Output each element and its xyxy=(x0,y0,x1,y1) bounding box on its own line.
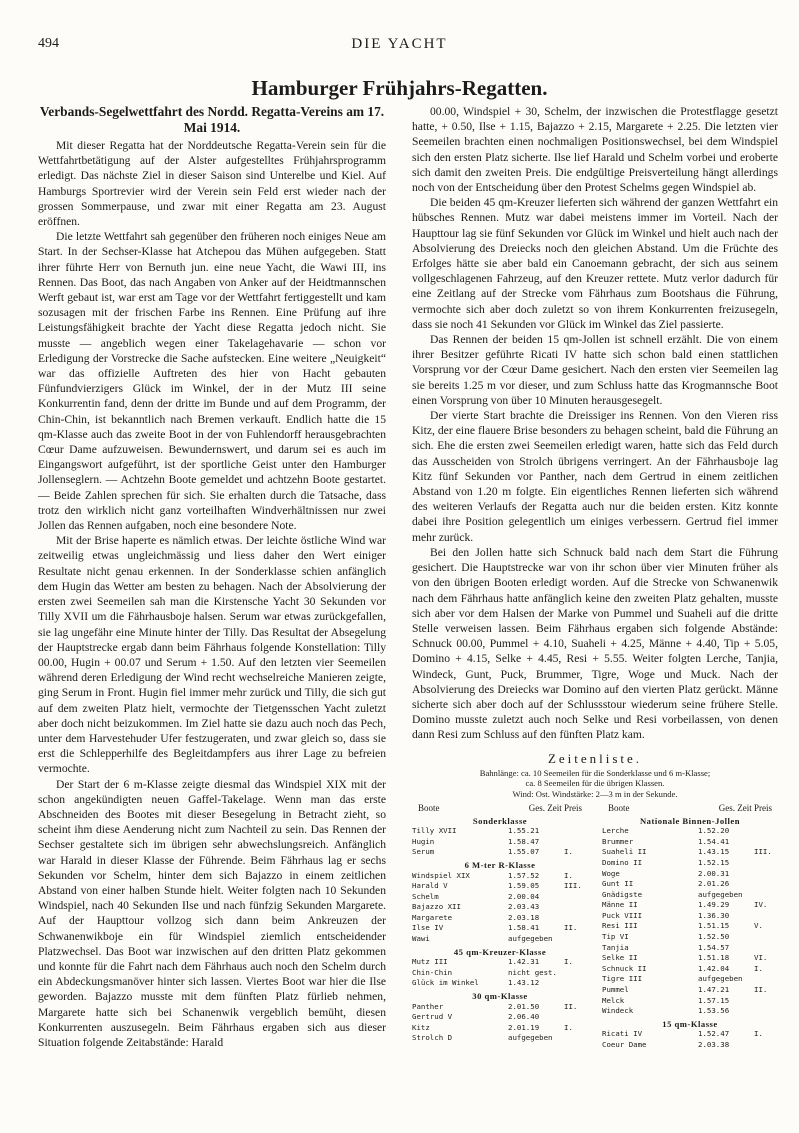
left-column xyxy=(38,104,386,1050)
result-row xyxy=(412,1002,588,1013)
result-row xyxy=(412,837,588,848)
total-time: 1.54.41 xyxy=(698,836,730,846)
class-heading: 45 qm-Kreuzer-Klasse xyxy=(453,946,547,957)
header-zeit: Ges. Zeit xyxy=(528,802,562,813)
article-title: Hamburger Frühjahrs-Regatten. xyxy=(251,76,548,100)
paragraph: Die letzte Wettfahrt sah gegenüber den früheren noch einiges Neue am Start. In der Sechser-Klasse hat Atchepou das Mühen aufgegeben. Statt ihrer führte Herr von Bernuth jun. eine neue Yacht, die Wawi III, ins Rennen. Das Boot, das nach Angaben von Anker auf der Heidtmannschen Werft gebaut ist, war erst am Tage vor der Wettfahrt fertiggestellt und kam sozusagen mit der frischen Farbe ins Rennen. Eine Prüfung auf ihre Leistungsfähigkeit brachte der Yacht diese Regatta jedoch nicht. Sie musste — angeblich wegen einer Takelagehavarie — schon vor Erledigung der Vorstrecke die Sache aufstecken. Eine weitere „Neuigkeit“ war das offizielle Auftreten des hier von Hacht gebauten Fünfundvierzigers Glück im Winkel, der in der Mutz III seine Konkurrentin fand, denn der dritte im Bunde und auf dem Programm, der Chin-Chin, ist bekanntlich nach Bremen verkauft. Endlich hatte die 15 qm-Klasse auch das zweite Boot in der von Fuhlendorff herausgebrachten Cœur Dame aufzuweisen. Bewundernswert, und darum sei es auch im Eingangswort aufgeführt, ist der sportliche Geist unter den Hamburger Jollenseglern. — Achtzehn Boote gemeldet und achtzehn Boote gestartet. — Beide Zahlen sprechen für sich. Sie erhalten durch die Tatsache, dass trotz den wirklich nicht ganz vorteilhaften Windverhältnissen nur zwei Jollen das Rennen aufgaben, noch eine besondere Note. xyxy=(38,230,386,533)
result-row xyxy=(602,869,778,880)
result-row xyxy=(602,890,778,901)
total-time: 1.55.07 xyxy=(508,847,540,857)
results-list xyxy=(412,751,778,1051)
total-time: 1.42.31 xyxy=(508,957,540,967)
boat-name: Lerche xyxy=(602,826,629,836)
boat-name: Coeur Dame xyxy=(602,1040,647,1050)
result-row xyxy=(602,932,778,943)
boat-name: Schnuck II xyxy=(602,963,647,973)
class-heading: Nationale Binnen-Jollen xyxy=(639,815,741,826)
prize xyxy=(564,892,588,903)
result-row xyxy=(412,892,588,903)
prize xyxy=(754,932,778,943)
result-row xyxy=(602,953,778,964)
boat-name: Harald V xyxy=(412,881,448,891)
prize: III. xyxy=(754,847,772,857)
prize xyxy=(564,1012,588,1023)
result-row xyxy=(412,826,588,837)
result-row xyxy=(602,837,778,848)
prize: I. xyxy=(564,1022,573,1032)
total-time: 2.03.43 xyxy=(508,902,540,912)
class-heading: 6 M-ter R-Klasse xyxy=(464,859,536,870)
prize xyxy=(754,890,778,901)
result-row xyxy=(602,1006,778,1017)
total-time: aufgegeben xyxy=(698,889,743,899)
prize xyxy=(754,1006,778,1017)
total-time: 2.00.04 xyxy=(508,891,540,901)
prize xyxy=(754,974,778,985)
boat-name: Melck xyxy=(602,995,625,1005)
result-row xyxy=(602,974,778,985)
total-time: 1.58.47 xyxy=(508,836,540,846)
page-number: 494 xyxy=(38,36,59,51)
result-row xyxy=(412,913,588,924)
class-heading: Sonderklasse xyxy=(472,815,528,826)
prize: I. xyxy=(754,1029,763,1039)
prize xyxy=(754,837,778,848)
results-table-header xyxy=(602,803,778,814)
total-time: 1.47.21 xyxy=(698,985,730,995)
paragraph: Mit dieser Regatta hat der Norddeutsche Regatta-Verein sein für die Wettfahrtbetätigung auf der Alster aufgestelltes Frühjahrsprogramm erledigt. Das nächste Ziel in dieser Saison sind Unterelbe und Kiel. Auf Hamburgs Sportrevier wird der Verein sein Feld erst wieder nach der grossen Sommerpause, und zwar mit einer Regatta am 23. August eröffnen. xyxy=(38,139,386,229)
prize xyxy=(754,858,778,869)
result-row xyxy=(412,871,588,882)
prize: VI. xyxy=(754,953,768,963)
boat-name: Windeck xyxy=(602,1006,634,1016)
prize xyxy=(564,978,588,989)
total-time: 1.52.47 xyxy=(698,1029,730,1039)
class-heading: 30 qm-Klasse xyxy=(472,991,528,1002)
prize xyxy=(564,934,588,945)
result-row xyxy=(602,911,778,922)
boat-name: Brummer xyxy=(602,836,634,846)
total-time: 1.52.20 xyxy=(698,826,730,836)
boat-name: Margarete xyxy=(412,912,453,922)
paragraph: Die beiden 45 qm-Kreuzer lieferten sich während der ganzen Wettfahrt ein hübsches Rennen. Mutz war dabei meistens immer im Vorteil. Nach der Haupttour lag sie fünf Sekunden vor Glück im Winkel und hielt auch nach der Absolvierung des Dreiecks noch den gleichen Abstand. Um die Früchte des Erfolges hätte sie aber bald ein Canoemann gebracht, der sich aus seinem vollgeschlagenen Fahrzeug, auf den Kreuzer rettete. Mutz verlor dadurch für eine Zeitlang auf der Strecke vom Fährhaus zum Bootshaus die Führung, vermochte sich aber doch zuletzt so von ihrem Konkurrenten freizusegeln, dass sie noch 41 Sekunden vor Glück im Winkel das Ziel passierte. xyxy=(412,196,778,331)
total-time: 1.54.57 xyxy=(698,942,730,952)
boat-name: Glück im Winkel xyxy=(412,978,479,988)
running-title: DIE YACHT xyxy=(351,36,448,52)
total-time: 1.43.12 xyxy=(508,978,540,988)
prize xyxy=(754,943,778,954)
total-time: aufgegeben xyxy=(508,1033,553,1043)
prize xyxy=(754,869,778,880)
total-time: 2.03.38 xyxy=(698,1040,730,1050)
total-time: 1.43.15 xyxy=(698,847,730,857)
boat-name: Woge xyxy=(602,868,620,878)
result-row xyxy=(602,943,778,954)
paragraph: 00.00, Windspiel + 30, Schelm, der inzwischen die Protestflagge gesetzt hatte, + 0.50, Ilse + 1.15, Bajazzo + 2.15, Margarete + 2.25. Die letzten vier Seemeilen brachten einen nochmaligen Positionswechsel, bei dem Windspiel sich den ersten Platz sicherte. Ilse lief Harald und Schelm vorbei und eroberte sich damit den zweiten Preis. Die endgültige Preisverteilung hängt allerdings noch von der Entscheidung über den Protest Schelms gegen Windspiel ab. xyxy=(412,105,778,195)
boat-name: Hugin xyxy=(412,836,435,846)
prize xyxy=(754,911,778,922)
results-note: ca. 8 Seemeilen für die übrigen Klassen. xyxy=(525,778,665,789)
prize: II. xyxy=(564,923,578,933)
article-subheading: Verbands-Segelwettfahrt des Nordd. Regatta-Vereins am 17. Mai 1914. xyxy=(39,104,385,135)
total-time: 1.59.05 xyxy=(508,881,540,891)
total-time: 1.58.41 xyxy=(508,923,540,933)
result-row xyxy=(412,1012,588,1023)
result-row xyxy=(602,985,778,996)
results-note: Wind: Ost. Windstärke: 2—3 m in der Sekunde. xyxy=(512,788,678,799)
class-heading: 15 qm-Klasse xyxy=(662,1018,718,1029)
results-table-header xyxy=(412,803,588,814)
boat-name: Resi III xyxy=(602,921,638,931)
total-time: 1.36.30 xyxy=(698,910,730,920)
boat-name: Windspiel XIX xyxy=(412,870,470,880)
total-time: 1.53.56 xyxy=(698,1006,730,1016)
result-row xyxy=(602,921,778,932)
result-row xyxy=(602,964,778,975)
result-row xyxy=(602,996,778,1007)
prize: II. xyxy=(754,985,768,995)
boat-name: Kitz xyxy=(412,1022,430,1032)
total-time: 1.49.29 xyxy=(698,900,730,910)
prize xyxy=(754,1040,778,1051)
total-time: 1.51.18 xyxy=(698,953,730,963)
total-time: 2.00.31 xyxy=(698,868,730,878)
header-preis: Preis xyxy=(754,802,772,813)
boat-name: Chin-Chin xyxy=(412,967,453,977)
result-row xyxy=(412,1033,588,1044)
right-column xyxy=(412,104,778,1051)
prize xyxy=(564,837,588,848)
boat-name: Serum xyxy=(412,847,435,857)
prize xyxy=(754,996,778,1007)
prize: I. xyxy=(564,847,573,857)
boat-name: Mutz III xyxy=(412,957,448,967)
prize: V. xyxy=(754,921,763,931)
results-title: Zeitenliste. xyxy=(547,750,643,766)
prize xyxy=(564,913,588,924)
total-time: 1.52.15 xyxy=(698,857,730,867)
result-row xyxy=(602,826,778,837)
total-time: 1.57.52 xyxy=(508,870,540,880)
result-row xyxy=(412,978,588,989)
paragraph: Der vierte Start brachte die Dreissiger ins Rennen. Von den Vieren riss Kitz, der eine flauere Brise besonders zu behagen scheint, bald die Führung an sich. Ehe die ersten zwei Seemeilen erledigt waren, hatte sich das Feld durch das Ausscheiden von Strolch übrigens verringert. An der Fährhausboje lag Kitz fünf Sekunden vor Panther, nach dem Gertrud in einem zeitlichen Abstand von 1.20 m folgte. Ein eigentliches Rennen lieferten sich während des weiteren Verlaufs der Regatta auch nur die beiden ersten. Kitz konnte dabei ihre Position gelegentlich um einiges verbessern. Gertrud fiel immer mehr zurück. xyxy=(412,409,778,544)
prize xyxy=(564,902,588,913)
boat-name: Bajazzo XII xyxy=(412,902,461,912)
paragraph: Das Rennen der beiden 15 qm-Jollen ist schnell erzählt. Die von einem ihrer Besitzer geführte Ricati IV hatte sich schon bald einen stattlichen Vorsprung vor der Cœur Dame gesichert. Nach den ersten vier Seemeilen lag sie bereits 1.25 m vor dieser, und zum Schluss hatte das Krogmannsche Boot einen Vorsprung von über 10 Minuten herausgesegelt. xyxy=(412,333,778,407)
total-time: aufgegeben xyxy=(508,934,553,944)
result-row xyxy=(602,1040,778,1051)
prize xyxy=(564,826,588,837)
boat-name: Ricati IV xyxy=(602,1029,643,1039)
boat-name: Tanjia xyxy=(602,942,629,952)
boat-name: Suaheli II xyxy=(602,847,647,857)
boat-name: Gunt II xyxy=(602,879,634,889)
boat-name: Puck VIII xyxy=(602,910,643,920)
boat-name: Selke II xyxy=(602,953,638,963)
result-row xyxy=(602,847,778,858)
total-time: 1.42.04 xyxy=(698,963,730,973)
boat-name: Pummel xyxy=(602,985,629,995)
result-row xyxy=(602,1029,778,1040)
boat-name: Tilly XVII xyxy=(412,826,457,836)
result-row xyxy=(412,847,588,858)
results-note: Bahnlänge: ca. 10 Seemeilen für die Sonderklasse und 6 m-Klasse; xyxy=(479,767,711,778)
total-time: 1.55.21 xyxy=(508,826,540,836)
result-row xyxy=(602,900,778,911)
results-table-right xyxy=(602,803,778,1051)
boat-name: Ilse IV xyxy=(412,923,444,933)
prize: I. xyxy=(564,957,573,967)
prize: III. xyxy=(564,881,582,891)
prize: I. xyxy=(754,963,763,973)
result-row xyxy=(412,1023,588,1034)
boat-name: Domino II xyxy=(602,857,643,867)
prize: II. xyxy=(564,1001,578,1011)
result-row xyxy=(412,968,588,979)
prize xyxy=(564,1033,588,1044)
header-boote: Boote xyxy=(608,802,630,813)
boat-name: Gnädigste xyxy=(602,889,643,899)
boat-name: Männe II xyxy=(602,900,638,910)
total-time: aufgegeben xyxy=(698,974,743,984)
total-time: 1.52.50 xyxy=(698,932,730,942)
paragraph: Mit der Brise haperte es nämlich etwas. Der leichte östliche Wind war zeitweilig etwas ungleichmässig und liess daher den Wert einiger Resultate nicht genau erkennen. In der Sonderklasse schien anfänglich dem Hugin das Wetter am besten zu behagen. Nach der Absolvierung der ersten zwei Seemeilen sah man die Kirstensche Yacht 30 Sekunden vor Tilly XVII um die Fährhausboje halsen. Serum war etwas zurückgefallen, sie lag ungefähr eine Minute hinter der Tilly. Das Resultat der Absegelung der Hauptstrecke ergab dann beim Fährhaus folgende Konstellation: Tilly 00.00, Hugin + 00.07 und Serum + 1.50. Auf den letzten vier Seemeilen während deren Erledigung der Wind recht wechselreiche Manieren zeigte, ging Serum in Front. Hugin fiel immer mehr zurück und Tilly, die sich gut auf dem zweiten Platz hielt, vermochte der Tietgensschen Yacht zuletzt aber doch nicht beizukommen. Im Ziel hatte sie dazu auch noch das Pech, unter dem Harvestehuder Ufer festzugeraten, und zwar gleich so, dass sie erst die Schlepperhilfe des Begleitdampfers aus ihrer Lage zu befreien vermochte. xyxy=(38,534,386,776)
prize xyxy=(754,879,778,890)
result-row xyxy=(412,934,588,945)
result-row xyxy=(602,879,778,890)
boat-name: Tip VI xyxy=(602,932,629,942)
prize xyxy=(564,968,588,979)
boat-name: Strolch D xyxy=(412,1033,453,1043)
total-time: 1.57.15 xyxy=(698,995,730,1005)
header-preis: Preis xyxy=(564,802,582,813)
result-row xyxy=(412,957,588,968)
total-time: 1.51.15 xyxy=(698,921,730,931)
prize xyxy=(754,826,778,837)
result-row xyxy=(602,858,778,869)
header-boote: Boote xyxy=(418,802,440,813)
total-time: 2.06.40 xyxy=(508,1012,540,1022)
result-row xyxy=(412,923,588,934)
boat-name: Gertrud V xyxy=(412,1012,453,1022)
boat-name: Wawi xyxy=(412,934,430,944)
prize: I. xyxy=(564,870,573,880)
boat-name: Schelm xyxy=(412,891,439,901)
paragraph: Der Start der 6 m-Klasse zeigte diesmal das Windspiel XIX mit der schon angekündigten neuen Gaffel-Takelage. Wenn man das erste Abschneiden des Bootes mit dieser Besegelung in Betracht zieht, so scheint ihm diese Aenderung nicht zum Nachteil zu sein. Das Rennen der Sechser gestaltete sich im übrigen sehr abwechslungsreich. Anfänglich war Harald in dieser Klasse der Führende. Beim Fährhaus lag er sechs Sekunden vor Schelm, hinter dem sich Bajazzo in einem zeitlichen Abstand von einer halben Stunde hielt. Weiter folgten nach 10 Sekunden Windspiel, nach 40 Sekunden Ilse und nach fünfzig Sekunden Margarete. Auf der Haupttour vollzog sich dann beim Ankreuzen der Schwanenwikboje ein für Windspiel ziemlich entscheidender Platzwechsel. Das Boot war inzwischen auf den dritten Platz gekommen und konnte für die Fahrt nach dem Fährhaus auch noch den Schelm durch ein Abdeckungsmanöver hinter sich lassen. Viertes Boot war hier die Ilse geworden. Bajazzo musste mit dem fünften Platz fürlieb nehmen, Margarete hatte sich bei Schanenwik vergeblich bemüht, diesen Konkurrenten auszusegeln. Beim Fährhaus ergaben sich aus dieser Situation folgende Zeitabstände: Harald xyxy=(38,777,386,1049)
boat-name: Tigre III xyxy=(602,974,643,984)
results-table-left xyxy=(412,803,588,1051)
total-time: nicht gest. xyxy=(508,967,557,977)
prize: IV. xyxy=(754,900,768,910)
paragraph: Bei den Jollen hatte sich Schnuck bald nach dem Start die Führung gesichert. Die Hauptstrecke war von ihr schon über vier Minuten früher als von den übrigen Booten erledigt worden. Auf die Strecke von Schwanenwik nach dem Fährhaus hatte anfänglich keine den zweiten Platz gehalten, musste sich aber vor dem Halsen der Marke von Pummel und Suaheli auf die dritte Stelle verweisen lassen. Beim Fährhaus ergaben sich folgende Abstände: Schnuck 00.00, Pummel + 4.10, Suaheli + 4.25, Männe + 4.40, Tip + 5.05, Domino + 4.15, Selke + 4.45, Resi + 5.55. Weiter folgten Lerche, Tanjia, Windeck, Gunt, Puck, Brummer, Tigre, Woge und Muck. Nach der Absolvierung des Dreiecks war Domino auf den vierten Platz gerückt. Männe sicherte sich aber doch auf der Schlussstour wiederum seine frühere Stelle. Domino musste zuletzt auch noch Selke und Resi vorbeilassen, von denen dann Resi zum Schluss auf den fünften Platz kam. xyxy=(412,545,778,742)
header-zeit: Ges. Zeit xyxy=(718,802,752,813)
result-row xyxy=(412,902,588,913)
total-time: 2.01.50 xyxy=(508,1001,540,1011)
total-time: 2.01.19 xyxy=(508,1022,540,1032)
result-row xyxy=(412,881,588,892)
total-time: 2.01.26 xyxy=(698,879,730,889)
boat-name: Panther xyxy=(412,1001,444,1011)
total-time: 2.03.18 xyxy=(508,912,540,922)
